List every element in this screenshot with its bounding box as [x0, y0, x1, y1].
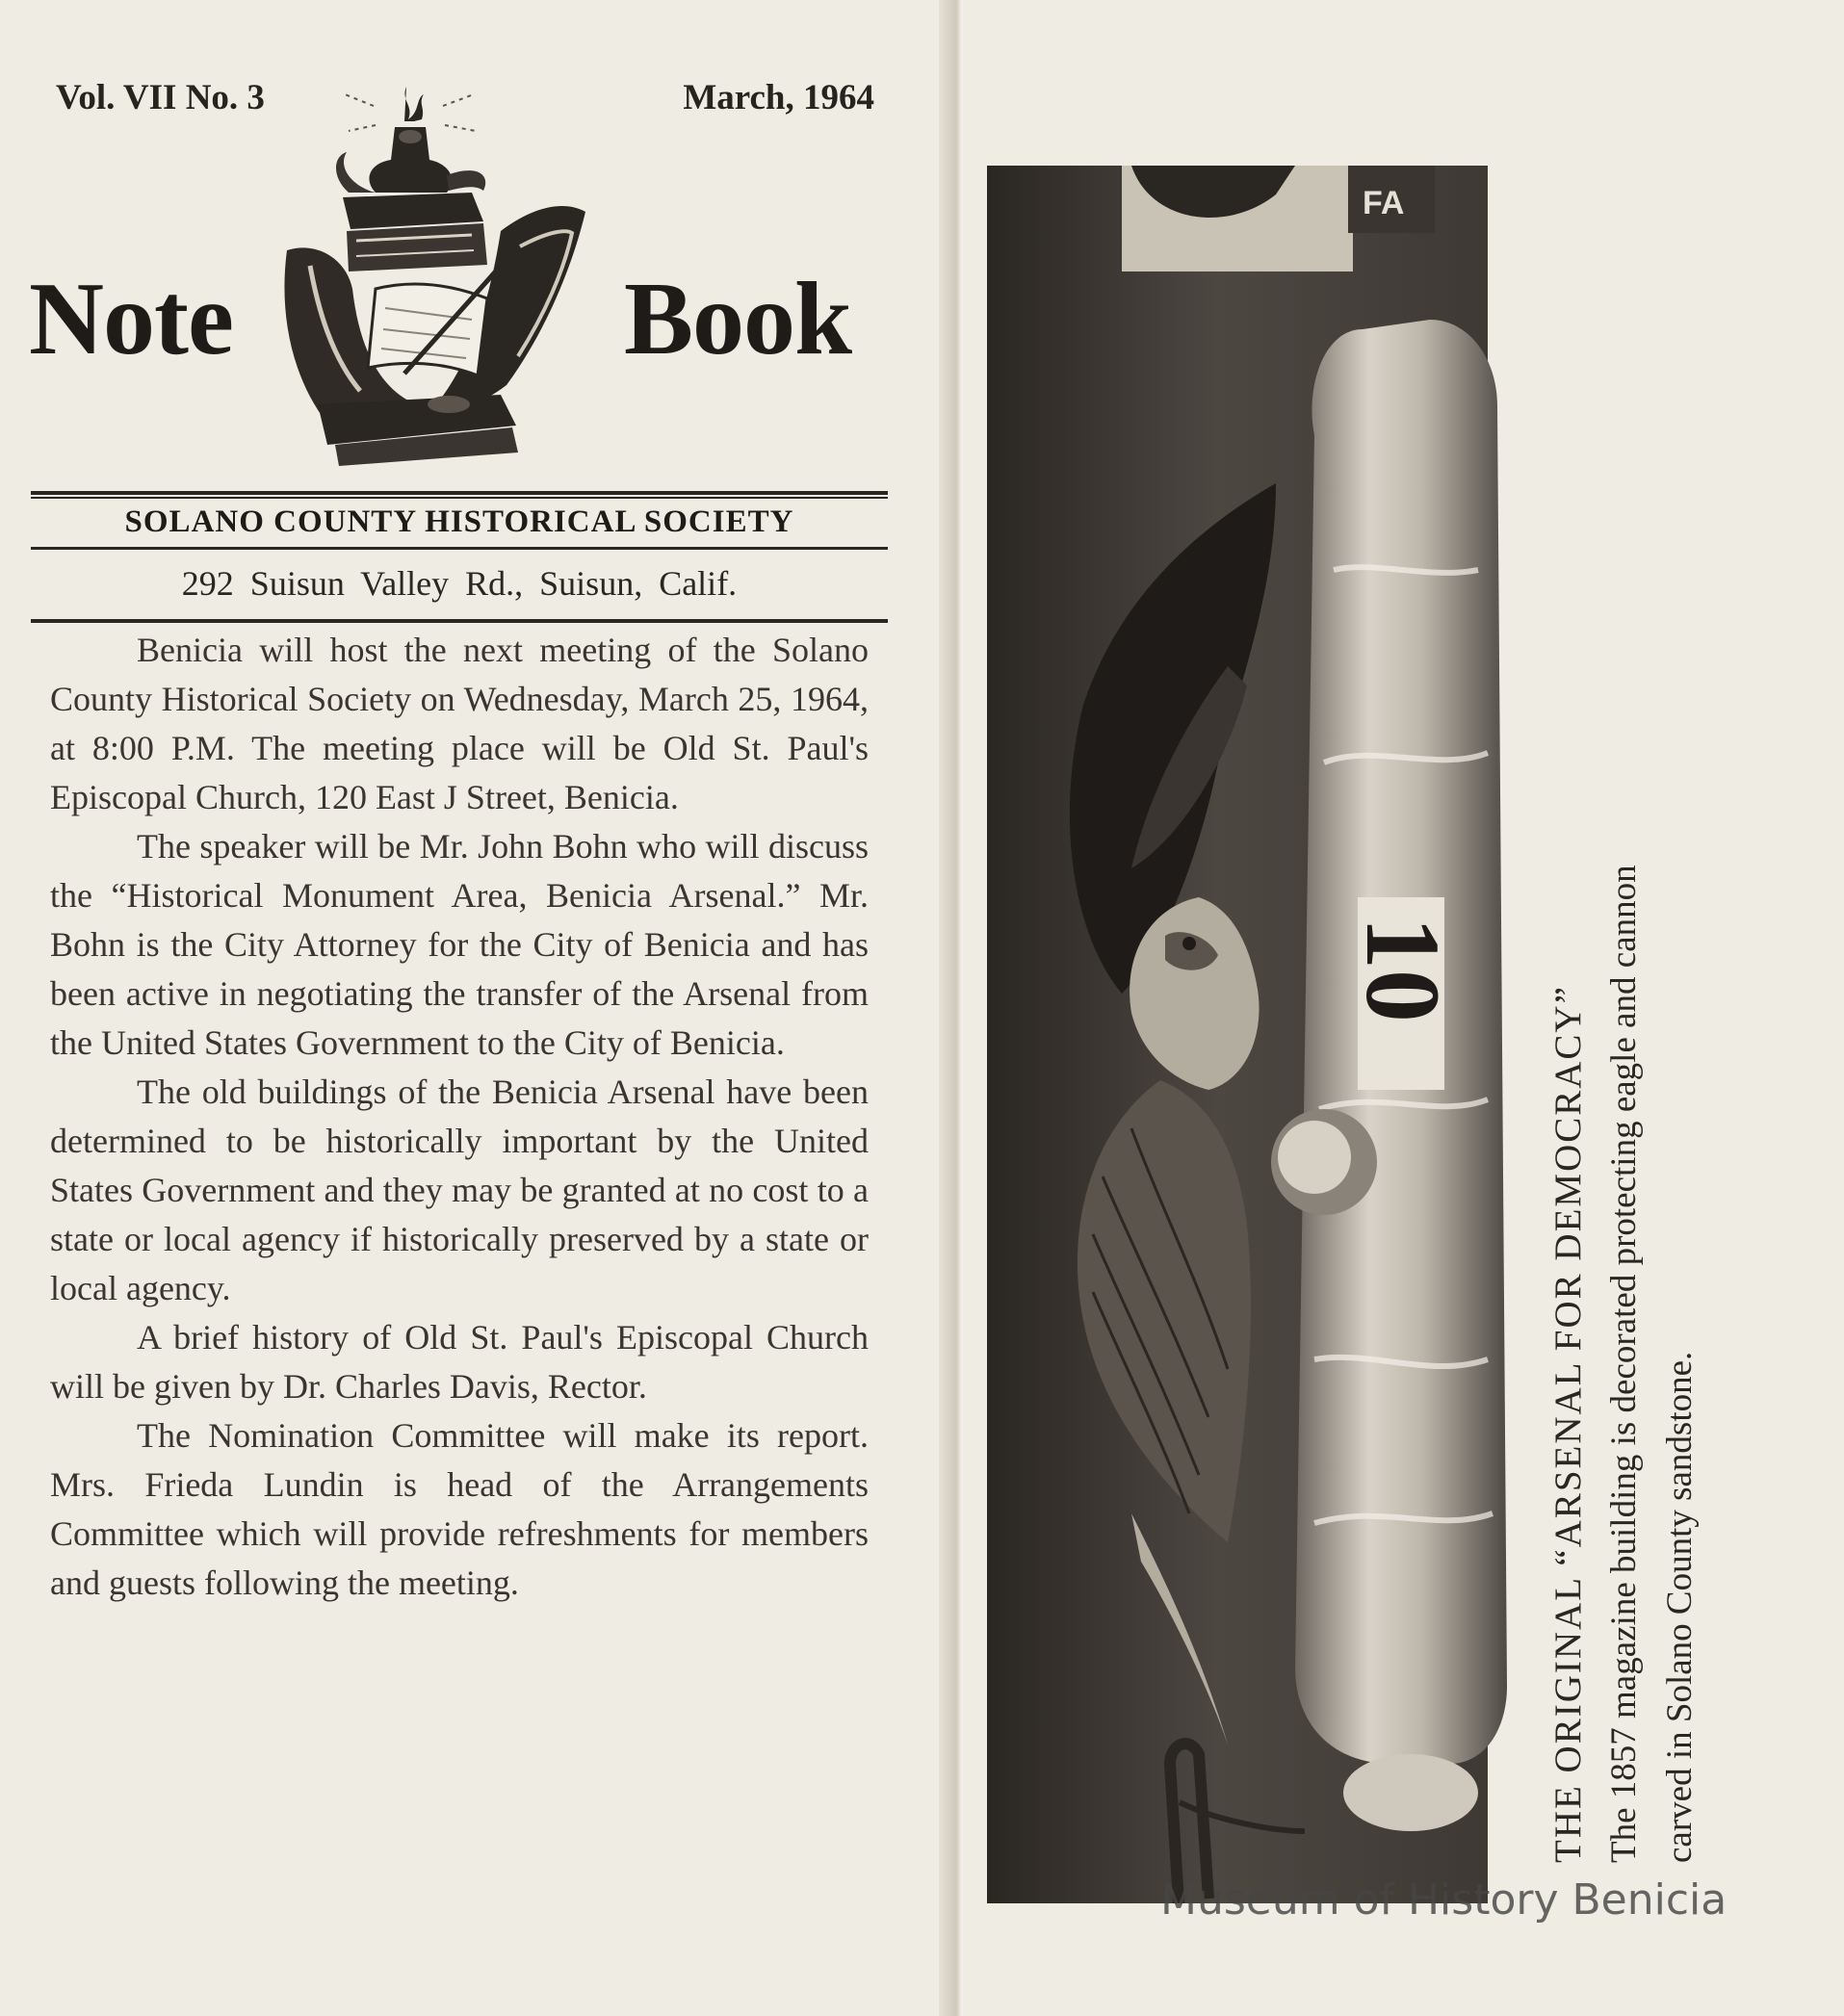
cannon-number: 10 [1344, 917, 1462, 1022]
rule-middle [31, 547, 888, 550]
eagle-and-cannon-carving [987, 166, 1565, 1903]
photo-caption [1541, 303, 1724, 1863]
title-book: Book [624, 262, 852, 376]
article-paragraph: The speaker will be Mr. John Bohn who will discuss the “Historical Monument Area, Benicia Arsenal.” Mr. Bohn is the City Attorney for the City of Benicia and has been active in negotiating the transfer of the Arsenal from the United States Government to the City of Benicia. [50, 827, 869, 1062]
society-name: SOLANO COUNTY HISTORICAL SOCIETY [124, 504, 794, 539]
museum-watermark: Museum of History Benicia [1160, 1875, 1727, 1925]
article-paragraph: The old buildings of the Benicia Arsenal have been determined to be historically important by the United States Government and they may be granted at no cost to a state or local agency if historically preserved by a state or local agency. [50, 1073, 869, 1307]
issue-date: March, 1964 [683, 78, 874, 117]
sign-fragment: FA [1363, 185, 1405, 221]
caption-line-2: carved in Solano County sandstone. [1660, 1351, 1700, 1863]
rule-top [31, 491, 888, 495]
arsenal-photo [987, 166, 1565, 1903]
volume-number: Vol. VII No. 3 [56, 78, 265, 117]
caption-line-1: The 1857 magazine building is decorated protecting eagle and cannon [1604, 865, 1644, 1863]
caption-title: THE ORIGINAL “ARSENAL FOR DEMOCRACY” [1547, 985, 1589, 1863]
meeting-article [50, 626, 869, 1608]
rule-bottom [31, 619, 888, 623]
article-paragraph: A brief history of Old St. Paul's Episcopal Church will be given by Dr. Charles Davis, Rector. [50, 1318, 869, 1406]
title-note: Note [29, 262, 233, 376]
article-paragraph: Benicia will host the next meeting of the Solano County Historical Society on Wednesday, March 25, 1964, at 8:00 P.M. The meeting place will be Old St. Paul's Episcopal Church, 120 East J Street, Benicia. [50, 631, 869, 816]
society-address: 292 Suisun Valley Rd., Suisun, Calif. [181, 564, 738, 603]
lamp-and-books-emblem [260, 67, 607, 481]
article-paragraph: The Nomination Committee will make its report. Mrs. Frieda Lundin is head of the Arrangements Committee which will provide refreshments for members and guests following the meeting. [50, 1416, 869, 1602]
rule-top-thin [31, 497, 888, 499]
